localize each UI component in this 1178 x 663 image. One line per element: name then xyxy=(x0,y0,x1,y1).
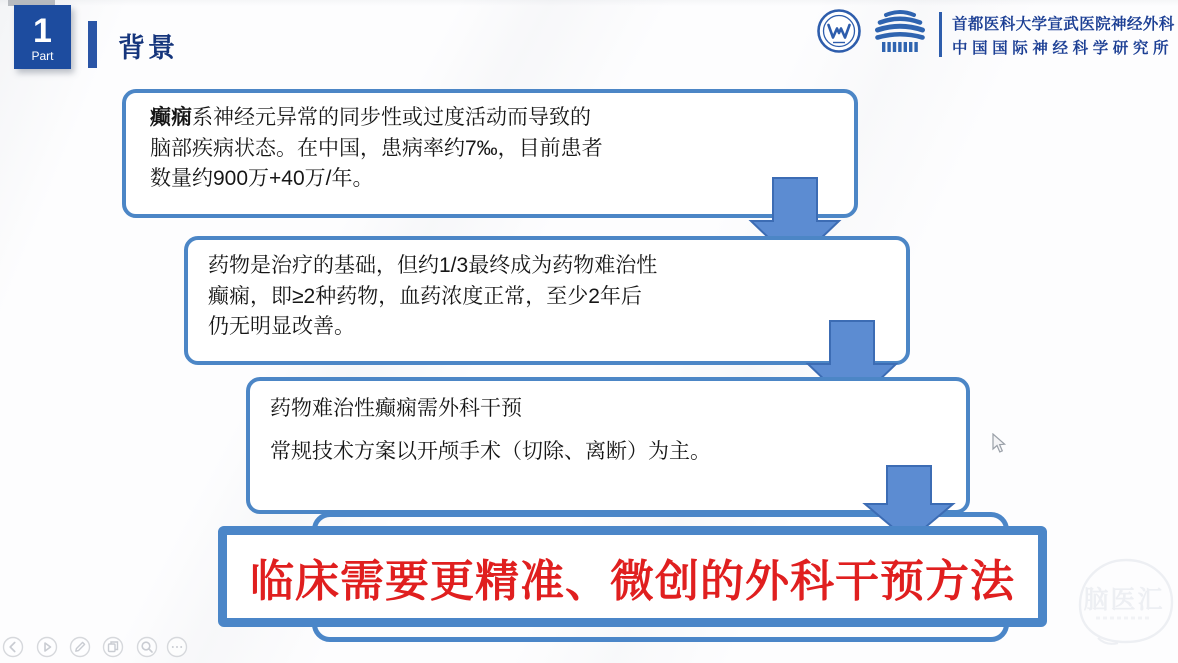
box2-line3: 仍无明显改善。 xyxy=(208,315,355,338)
header-divider xyxy=(939,12,942,57)
hospital-seal-icon xyxy=(817,9,861,53)
flow-box-drug-resistance xyxy=(184,236,910,365)
brain-watermark xyxy=(1068,550,1178,658)
conclusion-text: 临床需要更精准、微创的外科干预方法 xyxy=(250,556,1015,606)
more-button[interactable] xyxy=(166,636,188,658)
neuroscience-institute-brain-icon xyxy=(869,8,931,56)
box1-line2: 脑部疾病状态。在中国，患病率约7‰，目前患者 xyxy=(150,136,603,160)
conclusion-box xyxy=(218,526,1047,627)
copy-button[interactable] xyxy=(102,636,124,658)
box2-line1: 药物是治疗的基础，但约1/3最终成为药物难治性 xyxy=(208,254,658,277)
part-number: 1 xyxy=(33,11,52,50)
box3-line2: 常规技术方案以开颅手术（切除、离断）为主。 xyxy=(270,439,711,463)
page-title: 背景 xyxy=(118,33,178,63)
ellipsis-icon xyxy=(172,646,182,648)
mouse-cursor-icon xyxy=(991,433,1007,455)
box1-line3: 数量约900万+40万/年。 xyxy=(150,167,374,190)
box1-line1: 癫痫系神经元异常的同步性或过度活动而导致的 xyxy=(150,106,591,129)
part-label: Part xyxy=(31,48,54,63)
previous-button[interactable] xyxy=(2,636,24,658)
box2-line2: 癫痫，即≥2种药物，血药浓度正常，至少2年后 xyxy=(208,284,642,308)
affiliation-line-1: 首都医科大学宣武医院神经外科 xyxy=(952,16,1175,33)
watermark-text: 脑医汇 xyxy=(1083,586,1165,614)
box3-line1: 药物难治性癫痫需外科干预 xyxy=(270,397,522,420)
zoom-button[interactable] xyxy=(136,636,158,658)
part-number-badge xyxy=(14,5,71,69)
next-button[interactable] xyxy=(36,636,58,658)
box1-bold-term: 癫痫 xyxy=(150,106,192,129)
affiliation-line-2: 中国国际神经科学研究所 xyxy=(952,40,1174,57)
title-accent-bar xyxy=(88,21,97,68)
annotate-button[interactable] xyxy=(69,636,91,658)
